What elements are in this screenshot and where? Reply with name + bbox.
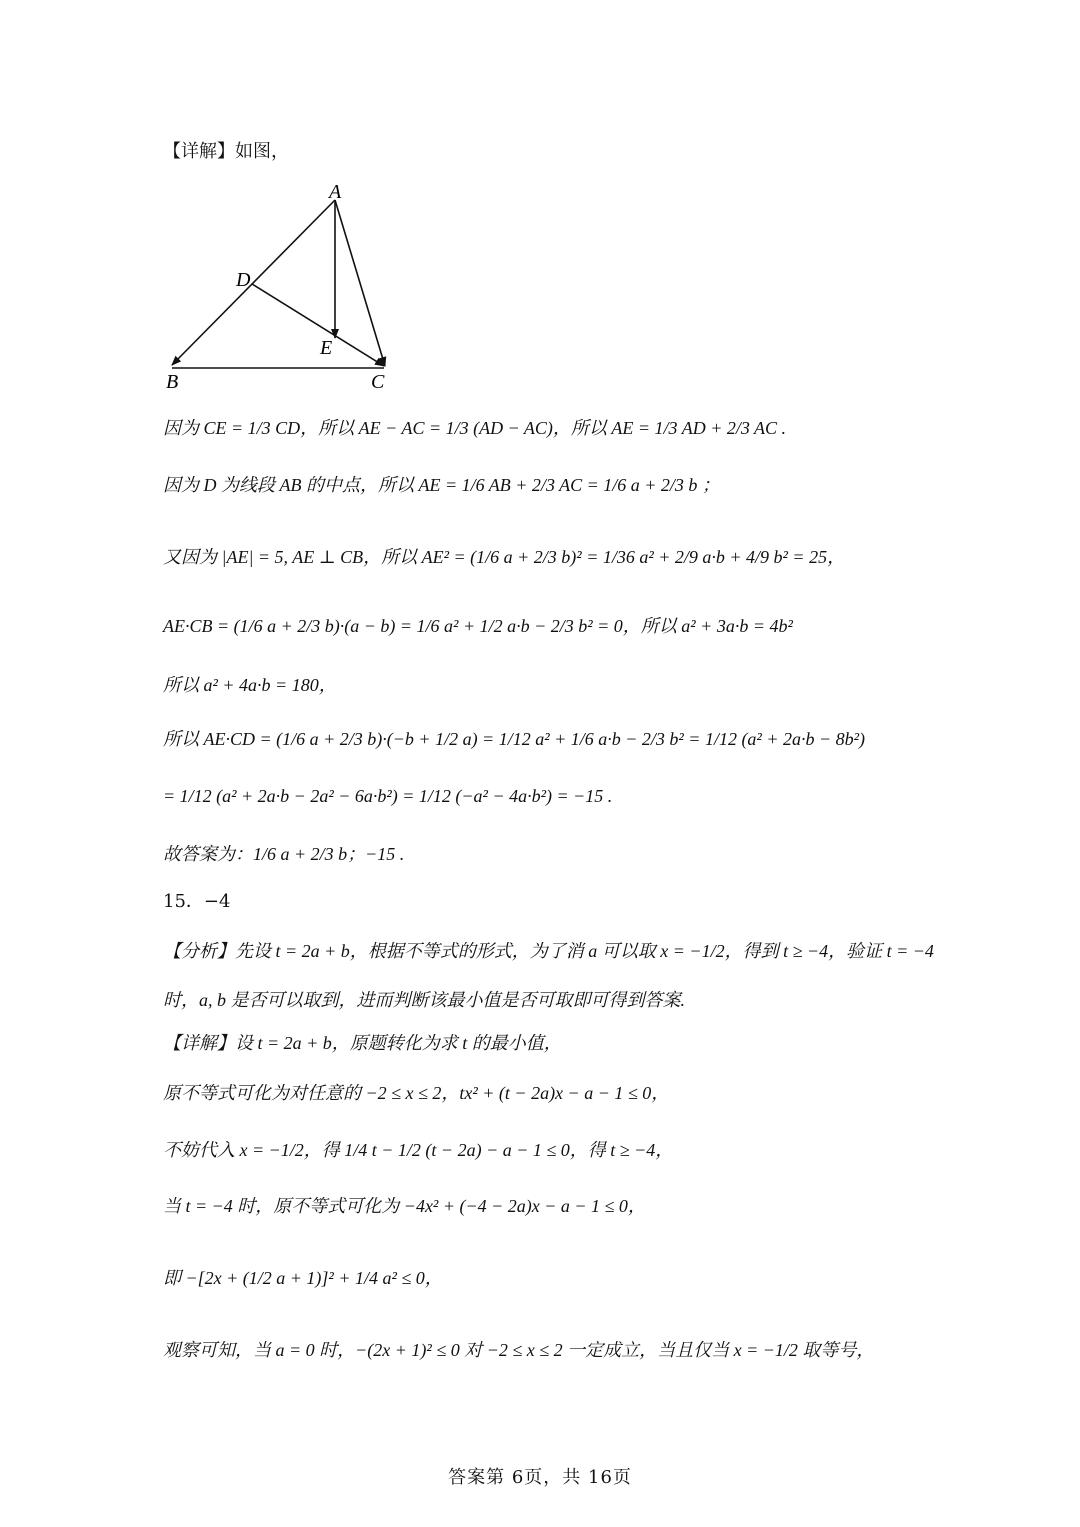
analysis-line-1: 【分析】先设 t = 2a + b，根据不等式的形式，为了消 a 可以取 x = −1/2，得到 t ≥ −4，验证 t = −4 (163, 941, 934, 961)
label-c: C (371, 371, 385, 393)
detail-line-1: 【详解】设 t = 2a + b，原题转化为求 t 的最小值， (163, 1033, 562, 1053)
line-4: 又因为 |AE| = 5, AE ⊥ CB，所以 AE² = (1/6 a + 2/3 b)² = 1/36 a² + 2/9 a·b + 4/9 b² = 25， (163, 547, 846, 567)
detail-line-2: 原不等式可化为对任意的 −2 ≤ x ≤ 2，tx² + (t − 2a)x − a − 1 ≤ 0， (163, 1083, 670, 1103)
segment-ab (172, 200, 335, 365)
label-e: E (320, 337, 333, 359)
label-d: D (236, 269, 251, 291)
detail-line-4: 当 t = −4 时，原不等式可化为 −4x² + (−4 − 2a)x − a − 1 ≤ 0， (163, 1196, 646, 1216)
line-2: 因为 CE = 1/3 CD，所以 AE − AC = 1/3 (AD − AC)，所以 AE = 1/3 AD + 2/3 AC . (163, 418, 787, 438)
analysis-line-2: 时，a, b 是否可以取到，进而判断该最小值是否可取即可得到答案. (163, 990, 685, 1010)
line-9: 故答案为：1/6 a + 2/3 b；−15 . (163, 844, 405, 864)
detail-heading: 【详解】如图， (163, 141, 289, 162)
detail-line-6: 观察可知，当 a = 0 时，−(2x + 1)² ≤ 0 对 −2 ≤ x ≤ 2 一定成立，当且仅当 x = −1/2 取等号， (163, 1340, 875, 1360)
line-5: AE·CB = (1/6 a + 2/3 b)·(a − b) = 1/6 a² + 1/2 a·b − 2/3 b² = 0，所以 a² + 3a·b = 4b² (163, 616, 793, 636)
problem-15-answer: 15．−4 (163, 891, 231, 912)
detail-line-3: 不妨代入 x = −1/2，得 1/4 t − 1/2 (t − 2a) − a − 1 ≤ 0，得 t ≥ −4， (163, 1140, 674, 1160)
line-6: 所以 a² + 4a·b = 180， (163, 675, 337, 695)
line-3: 因为 D 为线段 AB 的中点，所以 AE = 1/6 AB + 2/3 AC = 1/6 a + 2/3 b ； (163, 475, 720, 495)
page-footer: 答案第 6页，共 16页 (448, 1467, 632, 1488)
label-a: A (329, 181, 342, 203)
line-8: = 1/12 (a² + 2a·b − 2a² − 6a·b²) = 1/12 (−a² − 4a·b²) = −15 . (163, 786, 613, 806)
label-b: B (166, 371, 179, 393)
line-7: 所以 AE·CD = (1/6 a + 2/3 b)·(−b + 1/2 a) = 1/12 a² + 1/6 a·b − 2/3 b² = 1/12 (a² + 2a·b − 8b²) (163, 729, 866, 749)
triangle-figure (160, 178, 400, 393)
detail-line-5: 即 −[2x + (1/2 a + 1)]² + 1/4 a² ≤ 0， (163, 1268, 443, 1288)
